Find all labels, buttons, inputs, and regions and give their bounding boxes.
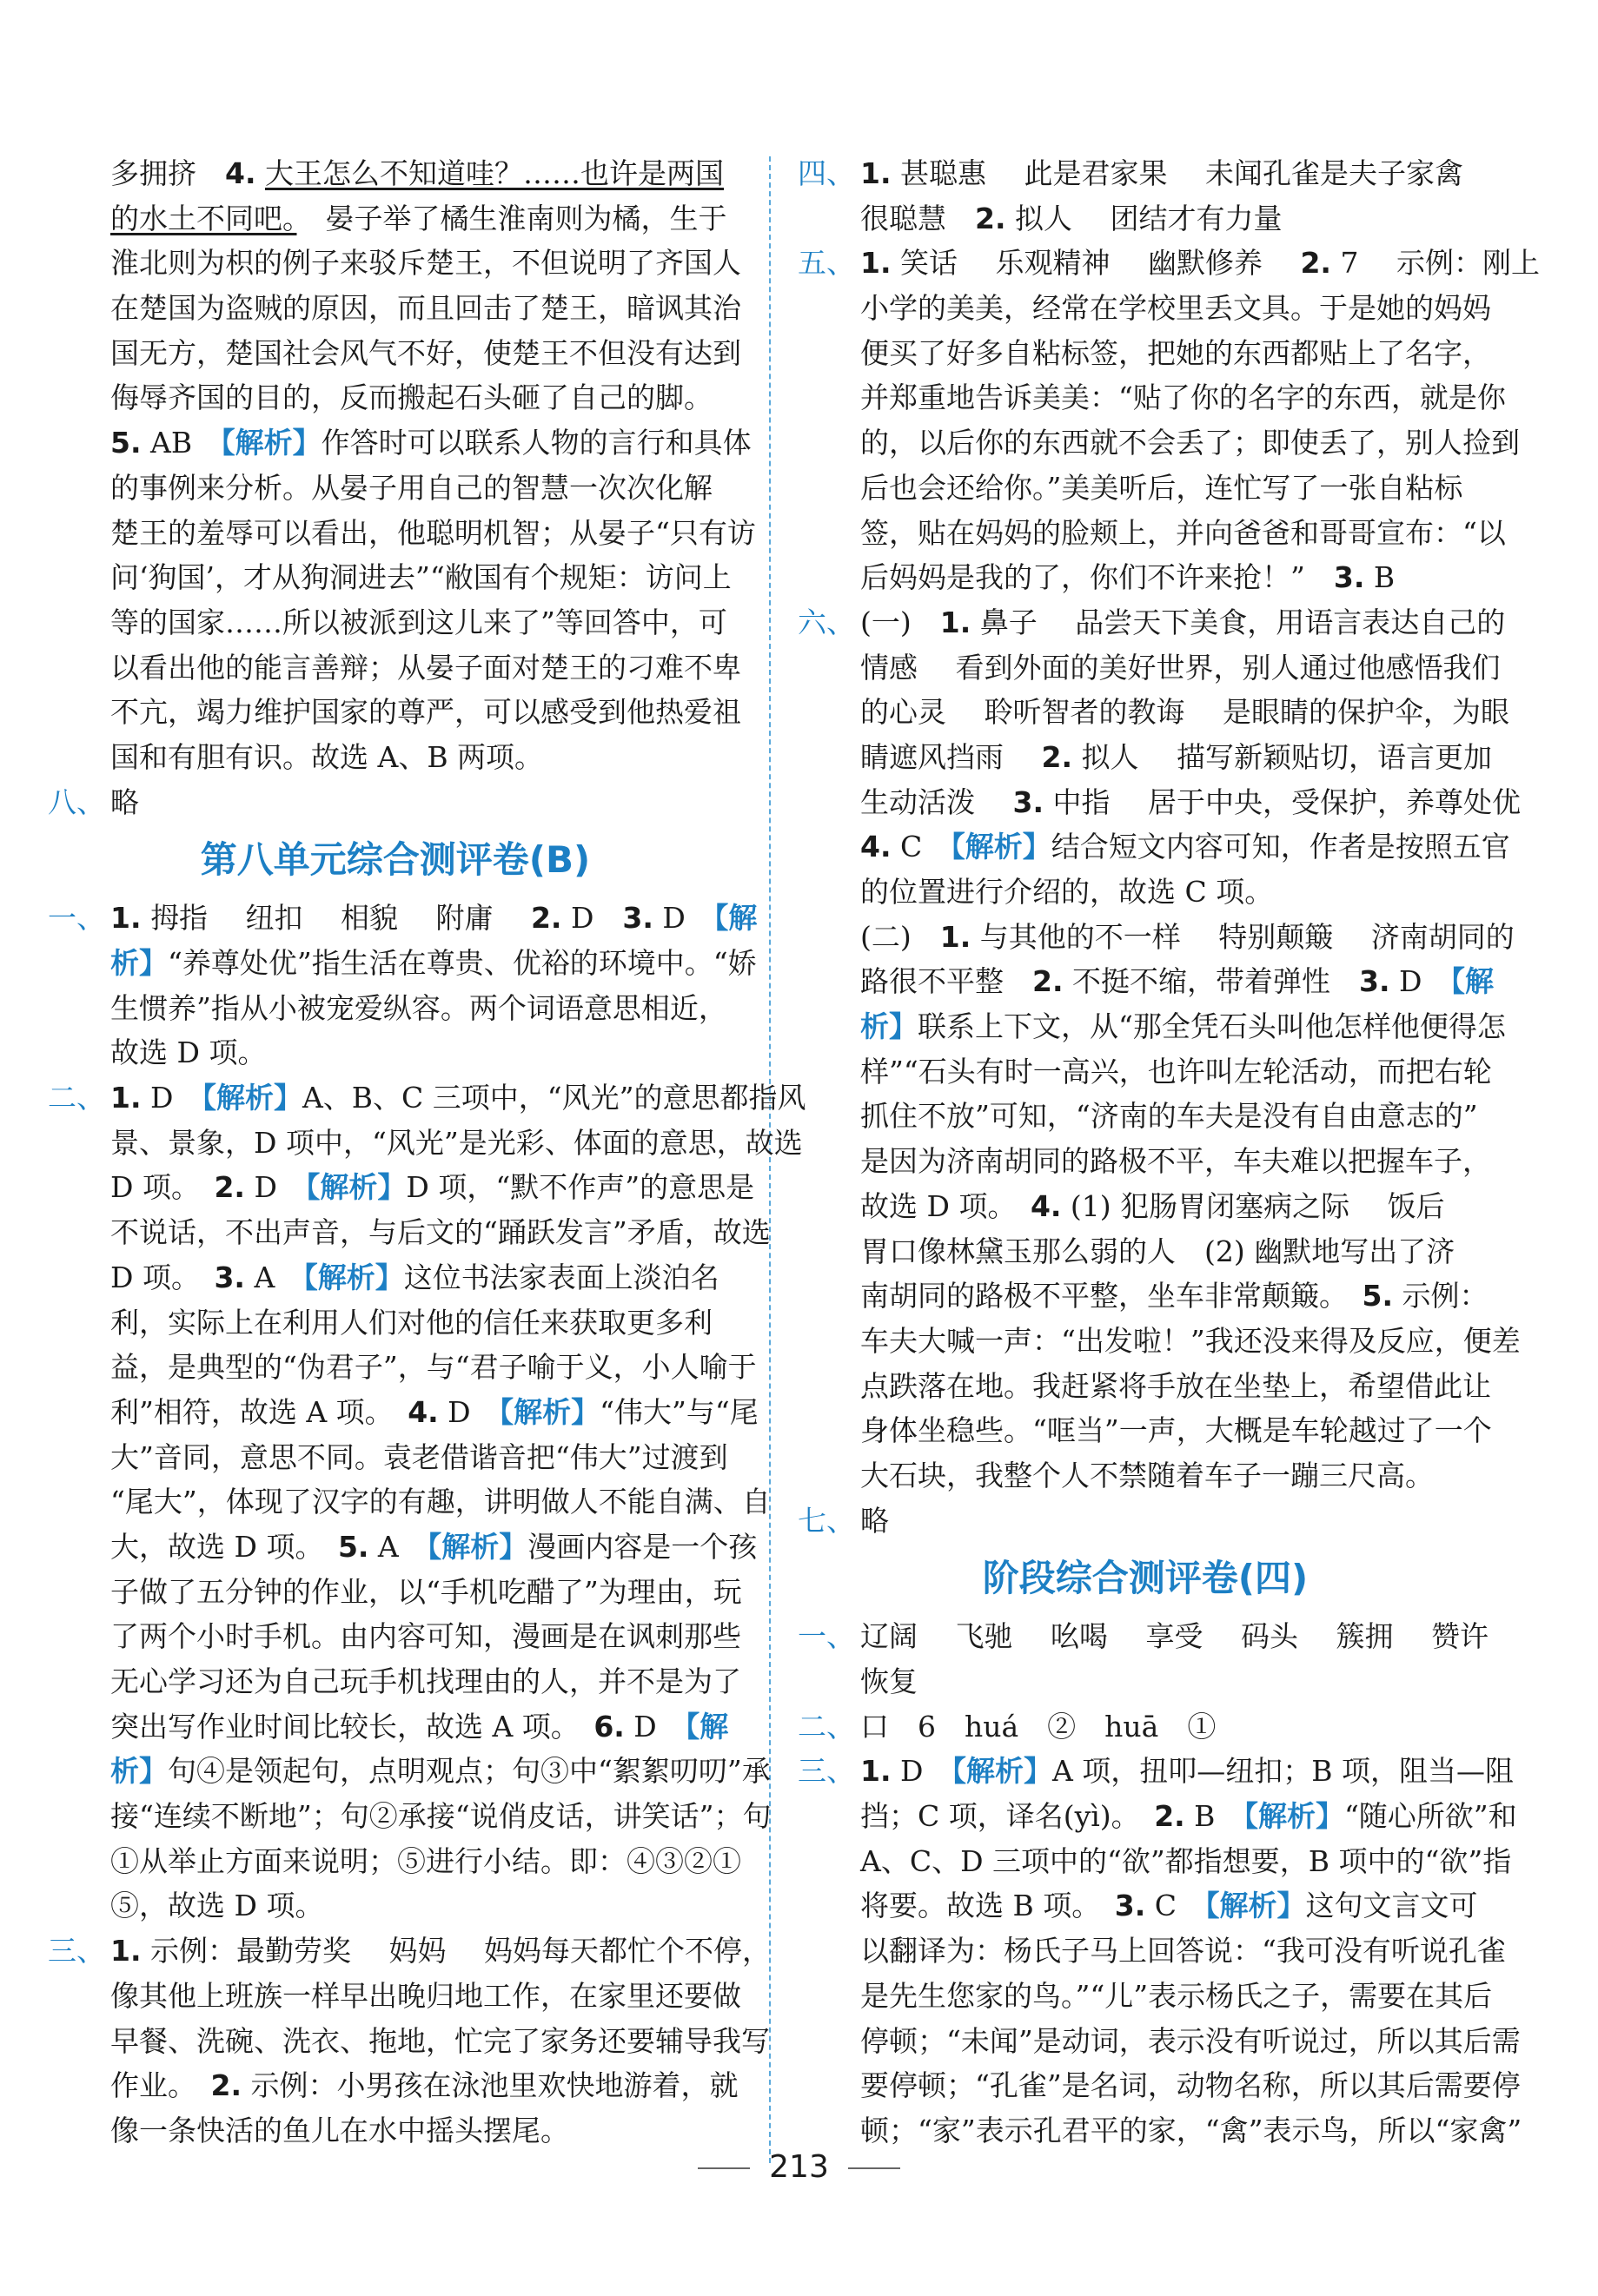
text-line — [798, 959, 1493, 1004]
text-segment: 顿；“家”表示孔君平的家，“禽”表示鸟，所以“家禽” — [860, 2113, 1522, 2147]
item-number: 5. — [110, 426, 142, 460]
analysis-tag: 【解析】 — [1243, 1799, 1344, 1834]
analysis-tag: 【解析】 — [303, 1260, 404, 1294]
text-segment: 景、景象，D 项中，“风光”是光彩、体面的意思，故选 — [110, 1125, 803, 1160]
text-segment: 在楚国为盗贼的原因，而且回击了楚王，暗讽其治 — [110, 291, 741, 326]
text-line — [798, 1794, 1517, 1839]
analysis-tag: 【解 — [685, 1709, 729, 1744]
text-segment: 略 — [860, 1503, 889, 1538]
analysis-tag: 析】 — [860, 1009, 918, 1044]
text-segment: 故选 D 项。 — [110, 1036, 267, 1070]
text-line — [798, 331, 1493, 376]
text-segment: 以翻译为：杨氏子马上回答说：“我可没有听说孔雀 — [860, 1934, 1506, 1968]
text-segment: D — [1389, 964, 1451, 999]
text-line — [48, 600, 743, 645]
text-segment: 样”“石头有时一高兴，也许叫左轮活动，而把右轮 — [860, 1054, 1492, 1088]
text-line — [48, 331, 743, 376]
text-segment: 等的国家……所以被派到这儿来了”等回答中，可 — [110, 605, 727, 639]
item-number: 3. — [1114, 1889, 1146, 1923]
text-segment: “养尊处优”指生活在尊贵、优裕的环境中。“娇 — [168, 946, 757, 980]
question-number: 三、 — [48, 1934, 105, 1968]
text-line — [798, 600, 1506, 645]
text-segment: D 项，“默不作声”的意思是 — [406, 1170, 755, 1205]
text-line — [48, 896, 758, 941]
text-segment: A、C、D 三项中的“欲”都指想要，B 项中的“欲”指 — [860, 1843, 1512, 1878]
text-line — [48, 1390, 759, 1435]
text-line — [48, 1300, 743, 1346]
text-segment: 是因为济南胡同的路极不平，车夫难以把握车子， — [860, 1144, 1491, 1179]
underlined-answer: 的水土不同吧。 — [110, 201, 297, 235]
text-segment: 多拥挤 — [110, 156, 225, 190]
text-segment: 故选 D 项。 — [860, 1188, 1031, 1223]
text-segment: 拟人 描写新颖贴切，语言更加 — [1072, 739, 1492, 774]
item-number: 2. — [210, 2068, 242, 2103]
text-segment: 像一条快活的鱼儿在水中摇头摆尾。 — [110, 2113, 569, 2147]
question-number: 一、 — [48, 901, 105, 936]
text-segment: 生惯养”指从小被宠爱纵容。两个词语意思相近， — [110, 990, 727, 1025]
text-segment: 益，是典型的“伪君子”，与“君子喻于义，小人喻于 — [110, 1350, 757, 1385]
text-segment: 笑话 乐观精神 幽默修养 — [891, 246, 1301, 281]
text-segment: (1) 犯肠胃闭塞病之际 饭后 — [1061, 1188, 1445, 1223]
text-segment: 点跌落在地。我赶紧将手放在坐垫上，希望借此让 — [860, 1368, 1491, 1403]
page-number-value: 213 — [769, 2149, 829, 2185]
text-line — [48, 286, 743, 331]
text-segment: 子做了五分钟的作业，以“手机吃醋了”为理由，玩 — [110, 1574, 742, 1609]
text-segment: D 项。 — [110, 1170, 215, 1205]
text-line — [798, 196, 1493, 242]
text-segment: 示例：小男孩在泳池里欢快地游着，就 — [242, 2068, 739, 2103]
question-number: 六、 — [798, 605, 855, 639]
item-number: 2. — [214, 1170, 245, 1205]
text-segment: 结合短文内容可知，作者是按照五官 — [1051, 830, 1510, 864]
text-line — [798, 690, 1509, 735]
item-number: 4. — [860, 830, 892, 864]
text-line — [798, 555, 1493, 600]
item-number: 2. — [1041, 739, 1072, 774]
page-number-dash-left — [698, 2167, 750, 2169]
text-segment: 要停顿；“孔雀”是名词，动物名称，所以其后需要停 — [860, 2068, 1521, 2103]
text-segment: 的心灵 聆听智者的教诲 是眼睛的保护伞，为眼 — [860, 695, 1509, 730]
text-segment: 后妈妈是我的了，你们不许来抢！” — [860, 560, 1334, 595]
item-number: 4. — [1030, 1188, 1062, 1223]
text-line — [798, 1614, 1493, 1659]
text-segment: B — [1184, 1799, 1244, 1834]
text-line — [798, 511, 1506, 556]
text-segment: 问‘狗国’，才从狗洞进去”“敝国有个规矩：访问上 — [110, 560, 732, 595]
text-segment: 早餐、洗碗、洗衣、拖地，忙完了家务还要辅导我写 — [110, 2023, 770, 2058]
text-segment: (二) — [860, 919, 940, 954]
text-segment: “尾大”，体现了汉字的有趣，讲明做人不能自满、自 — [110, 1485, 771, 1519]
text-line — [48, 1659, 743, 1704]
analysis-tag: 析】 — [110, 1754, 168, 1789]
analysis-tag: 【解析】 — [221, 426, 322, 460]
item-number: 1. — [110, 1934, 142, 1968]
text-line — [48, 2019, 770, 2064]
item-number: 3. — [1359, 964, 1390, 999]
item-number: 4. — [225, 156, 256, 190]
text-segment: 路很不平整 — [860, 964, 1032, 999]
text-segment: 像其他上班族一样早出晚归地工作，在家里还要做 — [110, 1978, 741, 2013]
underlined-answer: 大王怎么不知道哇？……也许是两国 — [265, 156, 724, 190]
text-segment: 与其他的不一样 特别颠簸 济南胡同的 — [971, 919, 1515, 954]
text-segment: 便买了好多自粘标签，把她的东西都贴上了名字， — [860, 335, 1491, 370]
text-segment: D 项。 — [110, 1260, 215, 1294]
text-segment: 侮辱齐国的目的，反而搬起石头砸了自己的脚。 — [110, 380, 713, 415]
text-line — [798, 1929, 1506, 1974]
item-number: 1. — [110, 1081, 142, 1115]
text-segment: 停顿；“未闻”是动词，表示没有听说过，所以其后需 — [860, 2023, 1521, 2058]
item-number: 1. — [110, 901, 142, 936]
text-line — [48, 420, 752, 466]
text-segment: 的位置进行介绍的，故选 C 项。 — [860, 875, 1274, 909]
text-segment: 不挺不缩，带着弹性 — [1063, 964, 1359, 999]
text-line — [48, 1435, 743, 1480]
section-title: 阶段综合测评卷(四) — [982, 1557, 1309, 1600]
text-segment: AB — [141, 426, 222, 460]
text-line — [48, 690, 743, 735]
item-number: 3. — [1333, 560, 1365, 595]
text-line — [798, 1749, 1515, 1794]
item-number: 1. — [860, 156, 892, 190]
text-line — [48, 735, 743, 780]
text-segment: 的，以后你的东西就不会丢了；即使丢了，别人捡到 — [860, 426, 1520, 460]
text-segment: D — [624, 1709, 686, 1744]
item-number: 1. — [939, 919, 971, 954]
text-line — [798, 241, 1540, 286]
item-number: 2. — [975, 201, 1006, 235]
item-number: 1. — [860, 1754, 892, 1789]
text-line — [798, 1094, 1493, 1139]
text-line — [798, 1704, 1493, 1750]
text-line — [798, 1139, 1493, 1184]
item-number: 2. — [530, 901, 562, 936]
text-segment: 情感 看到外面的美好世界，别人通过他感悟我们 — [860, 650, 1501, 685]
text-line — [798, 1659, 1493, 1704]
analysis-tag: 析】 — [110, 946, 168, 980]
text-segment: 句④是领起句，点明观点；句③中“絮絮叨叨”承 — [168, 1754, 771, 1789]
text-segment: 不说话，不出声音，与后文的“踊跃发言”矛盾，故选 — [110, 1215, 771, 1250]
text-segment: 并郑重地告诉美美：“贴了你的名字的东西，就是你 — [860, 380, 1506, 415]
text-segment: 中指 居于中央，受保护，养尊处优 — [1044, 784, 1521, 819]
analysis-tag: 【解析】 — [951, 830, 1051, 864]
page-number-dash-right — [848, 2167, 900, 2169]
text-line — [798, 2019, 1521, 2064]
text-line — [48, 1030, 743, 1075]
text-segment: 甚聪惠 此是君家果 未闻孔雀是夫子家禽 — [891, 156, 1463, 190]
text-segment: B — [1364, 560, 1396, 595]
text-line — [798, 1319, 1521, 1364]
text-segment: 示例：最勤劳奖 妈妈 妈妈每天都忙个不停， — [141, 1934, 771, 1968]
text-segment: 小学的美美，经常在学校里丢文具。于是她的妈妈 — [860, 291, 1491, 326]
text-segment: D — [438, 1394, 500, 1429]
text-line — [48, 511, 756, 556]
text-line — [48, 151, 743, 196]
analysis-tag: 【解析】 — [1204, 1889, 1306, 1923]
text-line — [798, 1274, 1493, 1319]
text-line — [48, 986, 743, 1031]
text-line — [798, 824, 1510, 870]
text-segment: 签，贴在妈妈的脸颊上，并向爸爸和哥哥宣布：“以 — [860, 515, 1506, 550]
text-segment: 挡；C 项，译名(yì)。 — [860, 1799, 1155, 1834]
text-segment: 鼻子 品尝天下美食，用语言表达自己的 — [971, 605, 1506, 639]
text-line — [798, 1839, 1512, 1884]
text-line — [48, 1210, 771, 1255]
text-line — [798, 2063, 1521, 2108]
text-line — [798, 1883, 1493, 1929]
item-number: 1. — [939, 605, 971, 639]
text-segment: 后也会还给你。”美美听后，连忙写了一张自粘标 — [860, 470, 1463, 505]
text-line — [798, 1184, 1493, 1229]
text-line — [48, 1479, 771, 1525]
text-segment: 作业。 — [110, 2068, 211, 2103]
text-segment: 的事例来分析。从晏子用自己的智慧一次次化解 — [110, 470, 713, 505]
text-line — [48, 196, 743, 242]
question-number: 一、 — [798, 1619, 855, 1654]
left-column — [48, 151, 806, 2154]
text-segment: ①从举止方面来说明；⑤进行小结。即：④③②① — [110, 1843, 741, 1878]
text-line — [48, 1704, 743, 1750]
text-segment: 将要。故选 B 项。 — [860, 1889, 1115, 1923]
text-segment: 抓住不放”可知，“济南的车夫是没有自由意志的” — [860, 1099, 1478, 1134]
text-segment: 拇指 纽扣 相貌 附庸 — [141, 901, 531, 936]
text-segment: A — [368, 1529, 428, 1564]
text-line — [48, 1929, 771, 1974]
text-line — [798, 151, 1493, 196]
text-segment: 辽阔 飞驰 吆喝 享受 码头 簇拥 赞许 — [860, 1619, 1489, 1654]
text-segment: C — [1145, 1889, 1205, 1923]
text-segment: C — [891, 830, 952, 864]
analysis-tag: 【解析】 — [427, 1529, 528, 1564]
text-segment: 是先生您家的鸟。”“儿”表示杨氏之子，需要在其后 — [860, 1978, 1493, 2013]
text-line — [48, 1614, 743, 1659]
text-segment: 淮北则为枳的例子来驳斥楚王，不但说明了齐国人 — [110, 246, 741, 281]
text-line — [48, 1883, 743, 1929]
text-segment: 大”音同，意思不同。袁老借谐音把“伟大”过渡到 — [110, 1439, 728, 1474]
text-line — [48, 1345, 757, 1390]
analysis-tag: 【解 — [1450, 964, 1494, 999]
text-segment: 以看出他的能言善辩；从晏子面对楚王的刁难不卑 — [110, 650, 741, 685]
text-segment: 利”相符，故选 A 项。 — [110, 1394, 408, 1429]
text-line — [48, 241, 743, 286]
text-line — [798, 375, 1506, 420]
text-segment: 无心学习还为自己玩手机找理由的人，并不是为了 — [110, 1664, 741, 1698]
question-number: 七、 — [798, 1503, 855, 1538]
text-line — [48, 1525, 758, 1570]
right-column — [798, 151, 1540, 2154]
text-line — [48, 466, 743, 511]
text-line — [798, 780, 1521, 825]
item-number: 2. — [1032, 964, 1064, 999]
text-segment: D — [561, 901, 623, 936]
question-number: 二、 — [798, 1709, 855, 1744]
item-number: 2. — [1300, 246, 1331, 281]
text-line — [48, 1974, 743, 2019]
text-line — [798, 286, 1493, 331]
item-number: 4. — [408, 1394, 439, 1429]
text-segment: 很聪慧 — [860, 201, 975, 235]
text-segment: “伟大”与“尾 — [600, 1394, 759, 1429]
text-line — [48, 555, 743, 600]
text-line — [48, 375, 743, 420]
text-segment: 南胡同的路极不平整，坐车非常颠簸。 — [860, 1279, 1363, 1313]
text-segment: 示例： — [1393, 1279, 1489, 1313]
analysis-tag: 【解析】 — [202, 1081, 302, 1115]
text-segment: 国和有胆有识。故选 A、B 两项。 — [110, 739, 544, 774]
item-number: 1. — [860, 246, 892, 281]
text-segment — [256, 156, 266, 190]
page-number — [0, 2146, 1598, 2189]
text-segment: 大石块，我整个人不禁随着车子一蹦三尺高。 — [860, 1458, 1434, 1492]
text-line — [48, 1121, 803, 1166]
text-segment: 联系上下文，从“那全凭石头叫他怎样他便得怎 — [918, 1009, 1506, 1044]
text-line — [798, 420, 1520, 466]
text-line — [48, 1839, 743, 1884]
text-line — [798, 645, 1501, 691]
text-line — [798, 1049, 1493, 1095]
item-number: 3. — [1012, 784, 1044, 819]
text-segment: D — [891, 1754, 952, 1789]
analysis-tag: 【解析】 — [952, 1754, 1052, 1789]
item-number: 2. — [1154, 1799, 1185, 1834]
text-segment: 了两个小时手机。由内容可知，漫画是在讽刺那些 — [110, 1619, 741, 1654]
section-title: 第八单元综合测评卷(B) — [200, 838, 591, 882]
text-segment: 恢复 — [860, 1664, 918, 1698]
text-segment: 漫画内容是一个孩 — [527, 1529, 758, 1564]
text-line — [798, 870, 1493, 915]
text-line — [798, 1229, 1493, 1274]
text-segment: 略 — [110, 784, 139, 819]
text-line — [48, 941, 757, 986]
text-line — [798, 1004, 1506, 1049]
text-segment: 这句文言文可 — [1305, 1889, 1478, 1923]
text-segment: 楚王的羞辱可以看出，他聪明机智；从晏子“只有访 — [110, 515, 756, 550]
text-segment: 大，故选 D 项。 — [110, 1529, 338, 1564]
text-segment: 不亢，竭力维护国家的尊严，可以感受到他热爱祖 — [110, 695, 741, 730]
question-number: 四、 — [798, 156, 855, 190]
text-line — [798, 1499, 1493, 1544]
question-number: 五、 — [798, 246, 855, 281]
text-segment: 睛遮风挡雨 — [860, 739, 1042, 774]
text-line — [48, 645, 743, 691]
text-segment: 7 示例：刚上 — [1330, 246, 1540, 281]
item-number: 3. — [214, 1260, 245, 1294]
item-number: 5. — [337, 1529, 369, 1564]
text-segment: 身体坐稳些。“哐当”一声，大概是车轮越过了一个 — [860, 1413, 1492, 1448]
text-line — [798, 1974, 1493, 2019]
text-line — [48, 1165, 755, 1210]
analysis-tag: 【解析】 — [305, 1170, 407, 1205]
text-segment: 晏子举了橘生淮南则为橘，生于 — [296, 201, 727, 235]
text-segment: 车夫大喊一声：“出发啦！”我还没来得及反应，便差 — [860, 1323, 1521, 1358]
text-line — [798, 1364, 1493, 1409]
text-line — [48, 780, 743, 825]
text-line — [48, 2063, 743, 2108]
question-number: 三、 — [798, 1754, 855, 1789]
question-number: 二、 — [48, 1081, 105, 1115]
text-segment: 作答时可以联系人物的言行和具体 — [321, 426, 752, 460]
item-number: 3. — [622, 901, 653, 936]
text-line — [48, 1749, 771, 1794]
text-line — [798, 915, 1515, 960]
text-line — [798, 1453, 1493, 1499]
text-segment: 口 6 huá ② huā ① — [860, 1709, 1217, 1744]
analysis-tag: 【解 — [713, 901, 758, 936]
text-segment: A — [244, 1260, 304, 1294]
text-segment: D — [141, 1081, 202, 1115]
question-number: 八、 — [48, 784, 105, 819]
text-segment: “随心所欲”和 — [1343, 1799, 1517, 1834]
text-segment: A、B、C 三项中，“风光”的意思都指风 — [302, 1081, 806, 1115]
analysis-tag: 【解析】 — [499, 1394, 600, 1429]
text-segment: 国无方，楚国社会风气不好，使楚王不但没有达到 — [110, 335, 741, 370]
text-segment: D — [653, 901, 714, 936]
text-line — [48, 1075, 806, 1121]
text-line — [798, 1408, 1493, 1453]
text-segment: 生动活泼 — [860, 784, 1013, 819]
text-segment: 这位书法家表面上淡泊名 — [403, 1260, 719, 1294]
text-segment: 拟人 团结才有力量 — [1005, 201, 1283, 235]
text-segment: ⑤，故选 D 项。 — [110, 1889, 324, 1923]
item-number: 6. — [593, 1709, 625, 1744]
text-line — [798, 735, 1493, 780]
text-segment: (一) — [860, 605, 940, 639]
text-segment: 突出写作业时间比较长，故选 A 项。 — [110, 1709, 594, 1744]
text-segment: 接“连续不断地”；句②承接“说俏皮话，讲笑话”；句 — [110, 1799, 772, 1834]
text-line — [48, 1794, 772, 1839]
text-segment: 利，实际上在利用人们对他的信任来获取更多利 — [110, 1305, 713, 1340]
text-line — [48, 1255, 743, 1300]
text-line — [48, 1570, 743, 1615]
item-number: 5. — [1362, 1279, 1393, 1313]
text-line — [798, 466, 1493, 511]
text-segment: A 项，扭叩—纽扣；B 项，阻当—阻 — [1051, 1754, 1515, 1789]
text-segment: 胃口像林黛玉那么弱的人 (2) 幽默地写出了济 — [860, 1234, 1455, 1268]
text-segment: D — [244, 1170, 306, 1205]
